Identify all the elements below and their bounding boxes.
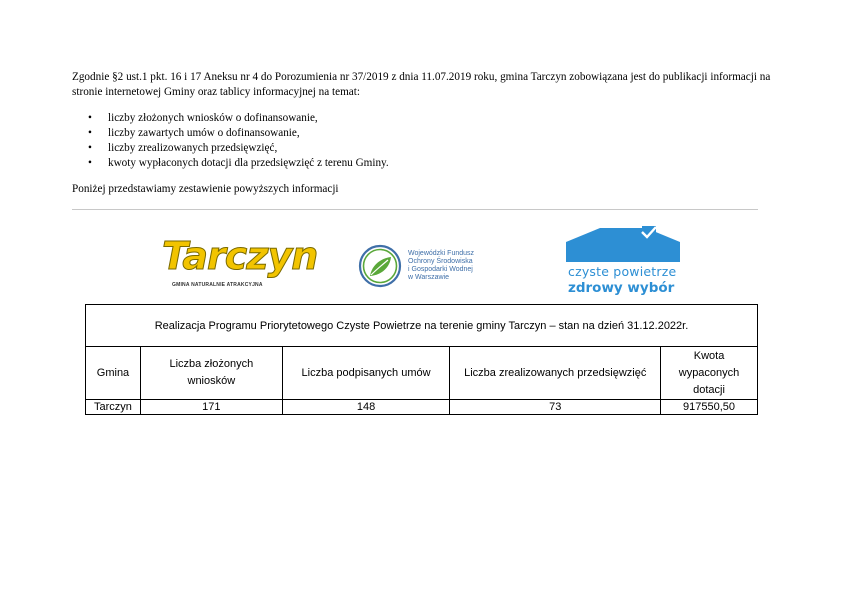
list-item: • kwoty wypłaconych dotacji dla przedsięwzięć z terenu Gminy. <box>88 156 389 171</box>
wfos-line: Ochrony Środowiska <box>408 258 473 265</box>
cell-amount: 917550,50 <box>661 400 758 415</box>
tarczyn-logo-word: Tarczyn <box>162 234 318 278</box>
divider <box>72 209 758 210</box>
czyste-logo-line2: zdrowy wybór <box>568 280 675 296</box>
header-gmina: Gmina <box>86 347 141 400</box>
wfos-line: i Gospodarki Wodnej <box>408 266 473 273</box>
cell-completed: 73 <box>450 400 661 415</box>
intro-paragraph: Zgodnie §2 ust.1 pkt. 16 i 17 Aneksu nr 4 do Porozumienia nr 37/2019 z dnia 11.07.2019 roku, gmina Tarczyn zobowiązana jest do publikacji informacji na stronie internetowej Gminy oraz tablicy informacyjnej na temat: <box>72 71 771 98</box>
wfos-logo-text <box>408 250 474 282</box>
cell-gmina: Tarczyn <box>86 400 141 415</box>
cell-contracts: 148 <box>282 400 450 415</box>
list-item: • liczby złożonych wniosków o dofinansowanie, <box>88 111 389 126</box>
czyste-logo-line1: czyste powietrze <box>568 264 677 279</box>
list-item: • liczby zrealizowanych przedsięwzięć, <box>88 141 389 156</box>
header-applications: Liczba złożonych wniosków <box>140 347 282 400</box>
wfos-line: w Warszawie <box>408 274 449 281</box>
wfos-line: Wojewódzki Fundusz <box>408 250 475 257</box>
house-check-icon <box>566 226 680 266</box>
summary-intro: Poniżej przedstawiamy zestawienie powyższych informacji <box>72 183 339 195</box>
czyste-powietrze-logo <box>566 226 680 302</box>
table-row <box>86 400 758 415</box>
table-title: Realizacja Programu Priorytetowego Czyste Powietrze na terenie gminy Tarczyn – stan na dzień 31.12.2022r. <box>86 305 758 347</box>
program-stats-table <box>85 304 758 415</box>
cell-applications: 171 <box>140 400 282 415</box>
table-title-row <box>86 305 758 347</box>
wfos-logo <box>358 244 498 292</box>
table-header-row <box>86 347 758 400</box>
header-contracts: Liczba podpisanych umów <box>282 347 450 400</box>
header-completed: Liczba zrealizowanych przedsięwzięć <box>450 347 661 400</box>
tarczyn-logo <box>160 232 318 294</box>
leaf-circle-icon <box>358 244 402 288</box>
requirements-list <box>88 111 389 171</box>
header-amount: Kwota wypaconych dotacji <box>661 347 758 400</box>
tarczyn-logo-tagline: GMINA NATURALNIE ATRAKCYJNA <box>172 282 263 288</box>
list-item: • liczby zawartych umów o dofinansowanie, <box>88 126 389 141</box>
